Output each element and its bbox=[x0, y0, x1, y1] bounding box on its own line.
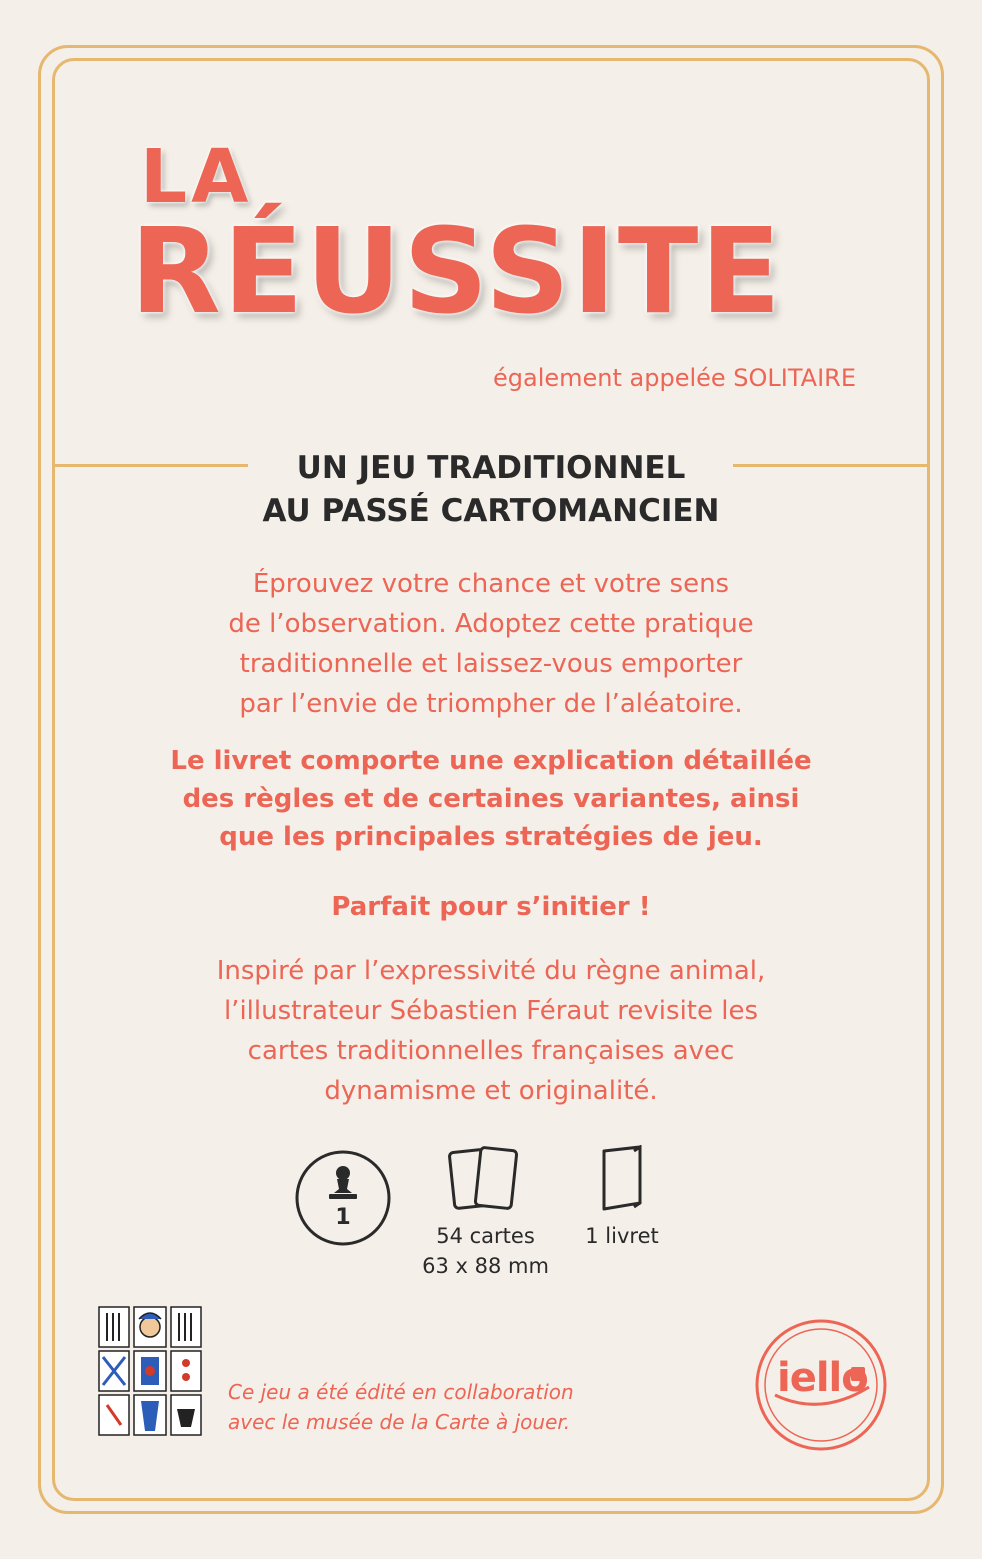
heading-line-2: AU PASSÉ CARTOMANCIEN bbox=[262, 493, 720, 529]
iello-logo bbox=[753, 1317, 889, 1453]
illustrator-line: dynamisme et originalité. bbox=[324, 1076, 658, 1106]
cards-size: 63 x 88 mm bbox=[422, 1254, 549, 1278]
booklet-line: Le livret comporte une explication détaillée bbox=[170, 746, 812, 776]
cards-component bbox=[408, 1145, 563, 1281]
booklet-icon bbox=[592, 1145, 652, 1213]
heading-line-1: UN JEU TRADITIONNEL bbox=[296, 450, 686, 486]
footer-note-line-1: Ce jeu a été édité en collaboration bbox=[228, 1380, 574, 1404]
museum-card-logo bbox=[97, 1305, 203, 1437]
tagline: Parfait pour s’initier ! bbox=[331, 892, 651, 922]
title-main: RÉUSSITE bbox=[130, 202, 783, 340]
illustrator-paragraph bbox=[120, 951, 862, 1111]
illustrator-line: cartes traditionnelles françaises avec bbox=[247, 1036, 735, 1066]
booklet-count: 1 livret bbox=[585, 1224, 659, 1248]
footer-note bbox=[228, 1377, 648, 1437]
title-article: LA bbox=[140, 134, 253, 220]
subtitle: également appelée SOLITAIRE bbox=[492, 364, 856, 392]
booklet-line: des règles et de certaines variantes, ainsi bbox=[182, 784, 800, 814]
booklet-component bbox=[574, 1145, 670, 1251]
iello-wordmark: iello bbox=[777, 1355, 868, 1401]
section-heading bbox=[200, 447, 782, 533]
intro-line: par l’envie de triompher de l’aléatoire. bbox=[239, 689, 743, 719]
cards-icon bbox=[446, 1145, 526, 1213]
players-count: 1 bbox=[335, 1205, 351, 1230]
players-component bbox=[294, 1149, 392, 1251]
booklet-paragraph bbox=[120, 742, 862, 856]
booklet-line: que les principales stratégies de jeu. bbox=[219, 822, 763, 852]
footer-note-line-2: avec le musée de la Carte à jouer. bbox=[228, 1410, 571, 1434]
illustrator-line: Inspiré par l’expressivité du règne animal, bbox=[216, 956, 766, 986]
intro-line: traditionnelle et laissez-vous emporter bbox=[239, 649, 743, 679]
intro-line: de l’observation. Adoptez cette pratique bbox=[228, 609, 754, 639]
player-pawn-icon bbox=[294, 1149, 392, 1247]
intro-paragraph bbox=[120, 564, 862, 724]
cards-count: 54 cartes bbox=[436, 1224, 535, 1248]
intro-line: Éprouvez votre chance et votre sens bbox=[252, 569, 730, 599]
illustrator-line: l’illustrateur Sébastien Féraut revisite les bbox=[223, 996, 759, 1026]
